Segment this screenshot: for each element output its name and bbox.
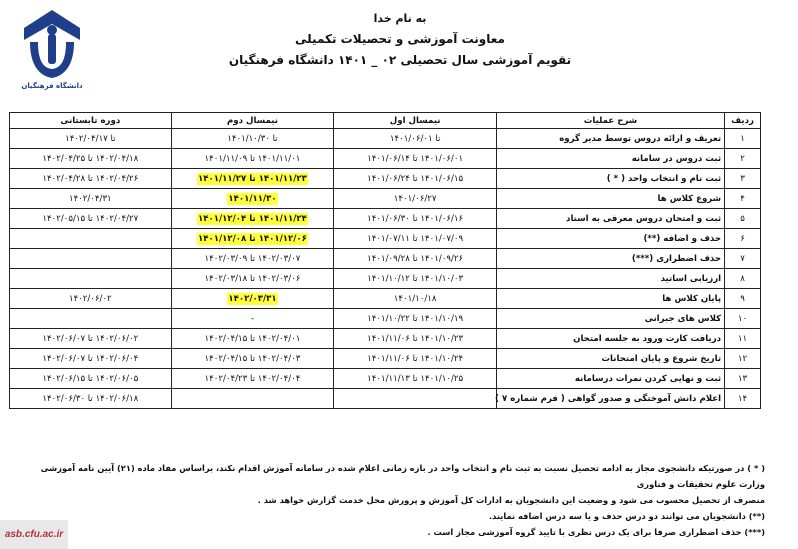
table-row [10,149,761,169]
cell-no: ۱۴ [725,389,761,409]
cell-no: ۲ [725,149,761,169]
table-row [10,329,761,349]
table-row [10,129,761,149]
cell-term2 [171,229,334,249]
table-row [10,229,761,249]
cell-desc: تاریخ شروع و پایان امتحانات [496,349,724,369]
table-row [10,209,761,229]
site-watermark [0,520,68,549]
cell-summer: ۱۴۰۲/۰۶/۰۲ [10,289,172,309]
table-header-row [10,113,761,129]
cell-term2: ۱۴۰۲/۰۴/۰۴ تا ۱۴۰۲/۰۴/۲۳ [171,369,334,389]
table-row [10,289,761,309]
cell-term1 [334,389,497,409]
table-row [10,269,761,289]
header-row-number: ردیف [725,113,761,129]
cell-term2: - [171,309,334,329]
cell-desc: کلاس های جبرانی [496,309,724,329]
cell-desc: تعریف و ارائه دروس توسط مدیر گروه [496,129,724,149]
highlighted-date: ۱۴۰۱/۱۱/۲۳ تا ۱۴۰۱/۱۱/۲۷ [198,173,307,184]
cell-summer: ۱۴۰۲/۰۶/۰۵ تا ۱۴۰۲/۰۶/۱۵ [10,369,172,389]
footnote-registration-cont: منصرف از تحصیل محسوب می شود و وضعیت این دانشجویان به ادارات کل آموزش و پرورش محل خدمت گزارش خواهد شد . [257,495,765,505]
cell-desc: ارزیابی اساتید [496,269,724,289]
cell-no: ۱۲ [725,349,761,369]
header-term1: نیمسال اول [334,113,497,129]
table-row [10,369,761,389]
cell-desc: حذف اضطراری (***) [496,249,724,269]
cell-no: ۴ [725,189,761,209]
cell-term1: ۱۴۰۱/۰۶/۰۱ تا ۱۴۰۱/۰۶/۱۴ [334,149,497,169]
cell-no: ۱۳ [725,369,761,389]
cell-summer [10,309,172,329]
header-calendar-title: تقویم آموزشی سال تحصیلی ۰۲ _ ۱۴۰۱ دانشگاه فرهنگیان [228,53,572,67]
cell-summer: ۱۴۰۲/۰۴/۱۸ تا ۱۴۰۲/۰۴/۲۵ [10,149,172,169]
cell-term2 [171,289,334,309]
cell-term2 [171,189,334,209]
cell-desc: حذف و اضافه (**) [496,229,724,249]
cell-term2: ۱۴۰۱/۱۱/۰۱ تا ۱۴۰۱/۱۱/۰۹ [171,149,334,169]
cell-term2: ۱۴۰۲/۰۴/۰۱ تا ۱۴۰۲/۰۴/۱۵ [171,329,334,349]
cell-term1: ۱۴۰۱/۱۰/۲۳ تا ۱۴۰۱/۱۱/۰۶ [334,329,497,349]
cell-term2: ۱۴۰۲/۰۳/۰۷ تا ۱۴۰۲/۰۳/۰۹ [171,249,334,269]
cell-summer: ۱۴۰۲/۰۶/۰۲ تا ۱۴۰۲/۰۶/۰۷ [10,329,172,349]
cell-term1: ۱۴۰۱/۰۹/۲۶ تا ۱۴۰۱/۰۹/۲۸ [334,249,497,269]
cell-no: ۱۰ [725,309,761,329]
cell-term1: ۱۴۰۱/۱۰/۲۴ تا ۱۴۰۱/۱۱/۰۶ [334,349,497,369]
site-url: asb.cfu.ac.ir [4,529,64,540]
cell-term2: تا ۱۴۰۱/۱۰/۳۰ [171,129,334,149]
academic-calendar-table [9,112,761,409]
cell-summer [10,249,172,269]
cell-term1: ۱۴۰۱/۰۶/۲۷ [334,189,497,209]
cell-no: ۶ [725,229,761,249]
cell-no: ۱ [725,129,761,149]
cell-desc: شروع کلاس ها [496,189,724,209]
highlighted-date: ۱۴۰۲/۰۳/۳۱ [228,293,277,304]
cell-no: ۷ [725,249,761,269]
table-row [10,349,761,369]
table-row [10,189,761,209]
table-row [10,249,761,269]
cell-term2 [171,389,334,409]
university-logo [20,6,84,98]
cell-term2: ۱۴۰۲/۰۴/۰۳ تا ۱۴۰۲/۰۴/۱۵ [171,349,334,369]
highlighted-date: ۱۴۰۱/۱۲/۰۶ تا ۱۴۰۱/۱۲/۰۸ [198,233,307,244]
highlighted-date: ۱۴۰۱/۱۱/۳۰ [228,193,277,204]
cell-no: ۳ [725,169,761,189]
table-body [10,129,761,409]
cell-summer: ۱۴۰۲/۰۴/۲۶ تا ۱۴۰۲/۰۴/۲۸ [10,169,172,189]
cell-term1: ۱۴۰۱/۰۶/۱۶ تا ۱۴۰۱/۰۶/۳۰ [334,209,497,229]
cell-desc: اعلام دانش آموختگی و صدور گواهی ( فرم شماره ۷ ) [496,389,724,409]
cell-summer: تا ۱۴۰۲/۰۴/۱۷ [10,129,172,149]
cell-desc: ثبت نام و انتخاب واحد ( * ) [496,169,724,189]
document-header [150,8,650,71]
cell-desc: ثبت و نهایی کردن نمرات درسامانه [496,369,724,389]
cell-summer [10,269,172,289]
cell-summer: ۱۴۰۲/۰۶/۱۸ تا ۱۴۰۲/۰۶/۳۰ [10,389,172,409]
table-row [10,169,761,189]
cell-term1: ۱۴۰۱/۱۰/۲۵ تا ۱۴۰۱/۱۱/۱۳ [334,369,497,389]
cell-term1: ۱۴۰۱/۱۰/۱۸ [334,289,497,309]
header-description: شرح عملیات [496,113,724,129]
cell-term1: ۱۴۰۱/۱۰/۰۳ تا ۱۴۰۱/۱۰/۱۲ [334,269,497,289]
logo-caption: دانشگاه فرهنگیان [21,82,83,90]
footnote-add-drop: (**) دانشجویان می توانند دو درس حذف و یا سه درس اضافه نمایند. [488,511,765,521]
header-bismillah: به نام خدا [373,12,427,25]
table-row [10,309,761,329]
header-summer: دوره تابستانی [10,113,172,129]
cell-term1: ۱۴۰۱/۱۰/۱۹ تا ۱۴۰۱/۱۰/۲۲ [334,309,497,329]
cell-no: ۹ [725,289,761,309]
cell-summer: ۱۴۰۲/۰۴/۳۱ [10,189,172,209]
cell-term1: ۱۴۰۱/۰۷/۰۹ تا ۱۴۰۱/۰۷/۱۱ [334,229,497,249]
cell-desc: ثبت و امتحان دروس معرفی به استاد [496,209,724,229]
cell-no: ۸ [725,269,761,289]
cell-term2 [171,169,334,189]
cell-term1: ۱۴۰۱/۰۶/۱۵ تا ۱۴۰۱/۰۶/۲۴ [334,169,497,189]
highlighted-date: ۱۴۰۱/۱۱/۲۴ تا ۱۴۰۱/۱۲/۰۴ [198,213,307,224]
cell-desc: ثبت دروس در سامانه [496,149,724,169]
cell-summer: ۱۴۰۲/۰۴/۲۷ تا ۱۴۰۲/۰۵/۱۵ [10,209,172,229]
cell-term1: تا ۱۴۰۱/۰۶/۰۱ [334,129,497,149]
cell-term2: ۱۴۰۲/۰۳/۰۶ تا ۱۴۰۲/۰۳/۱۸ [171,269,334,289]
cell-no: ۱۱ [725,329,761,349]
cell-summer [10,229,172,249]
header-term2: نیمسال دوم [171,113,334,129]
footnotes [30,460,765,540]
cell-no: ۵ [725,209,761,229]
cell-desc: دریافت کارت ورود به جلسه امتحان [496,329,724,349]
cell-summer: ۱۴۰۲/۰۶/۰۴ تا ۱۴۰۲/۰۶/۰۷ [10,349,172,369]
footnote-emergency-drop: (***) حذف اضطراری صرفا برای یک درس نظری با تایید گروه آموزشی مجاز است . [427,527,765,537]
table-row [10,389,761,409]
cell-desc: پایان کلاس ها [496,289,724,309]
cell-term2 [171,209,334,229]
footnote-registration: ( * ) در صورتیکه دانشجوی مجاز به ادامه تحصیل نسبت به ثبت نام و انتخاب واحد در بازه زمانی اعلام شده در سامانه آموزش اقدام نکند، براساس مفاد ماده (۲۱) آیین نامه آموزشی وزارت علوم تحقیقات و فناوری [40,463,765,489]
header-department: معاونت آموزشی و تحصیلات تکمیلی [295,32,505,46]
